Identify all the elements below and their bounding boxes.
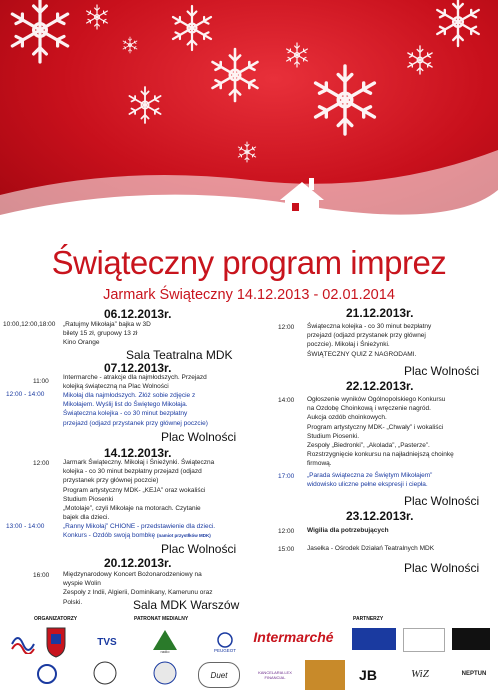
venue-label: Plac Wolności xyxy=(404,494,480,508)
organizer-logo xyxy=(36,662,58,686)
partners-heading: PARTNERZY xyxy=(353,616,384,622)
venue-label: Sala Teatralna MDK xyxy=(126,348,233,362)
event-description: Intermarche - atrakcje dla najmłodszych. Przejazd kolejką świąteczną na Plac Wolności xyxy=(63,374,207,391)
svg-text:radio: radio xyxy=(160,649,170,654)
event-time: 12:00 xyxy=(278,528,295,535)
lex-financial-logo: KANCELARIA LEX FINANCIAL xyxy=(258,670,292,680)
event-time: 12:00 xyxy=(278,324,295,331)
event-time: 10:00,12:00,18:00 xyxy=(3,321,56,328)
event-time: 12:00 xyxy=(33,460,50,467)
lion-icon xyxy=(217,632,233,648)
partner-logo xyxy=(452,628,490,650)
event-time: 11:00 xyxy=(33,378,49,385)
date-heading: 14.12.2013r. xyxy=(104,446,172,460)
venue-label: Sala MDK Warszów xyxy=(133,598,240,612)
city-crest-logo xyxy=(45,626,67,658)
date-heading: 21.12.2013r. xyxy=(346,306,414,320)
page-title: Świąteczny program imprez xyxy=(51,244,447,281)
round-logo-icon xyxy=(152,660,178,686)
tvs-logo: TVS xyxy=(97,636,117,648)
event-description: „Ratujmy Mikołaja” bajka w 3D bilety 15 zł, grupowy 13 zł Kino Orange xyxy=(63,321,151,347)
partner-logo xyxy=(403,628,445,652)
event-time: 14:00 xyxy=(278,397,295,404)
event-description: Międzynarodowy Koncert Bożonarodzeniowy na wyspie Wolin Zespoły z Indii, Algierii, Dominikany, Kamerunu oraz Polski. xyxy=(63,571,213,606)
media-patrons-heading: PATRONAT MEDIALNY xyxy=(134,616,189,622)
date-heading: 20.12.2013r. xyxy=(104,556,172,570)
event-description: „Ranny Mikołaj” CHIONE - przedstawienie dla dzieci. Konkurs - Ozdób swoją bombkę (namiot przystłków MDK) xyxy=(63,523,216,540)
waves-logo-icon xyxy=(10,630,36,654)
date-heading: 23.12.2013r. xyxy=(346,509,414,523)
media-logo xyxy=(150,628,180,654)
crest-icon xyxy=(45,626,67,658)
date-heading: 06.12.2013r. xyxy=(104,307,172,321)
header-banner xyxy=(0,0,498,225)
event-description: Świąteczna kolejka - co 30 minut bezpłatny przejazd (odjazd przystanek przy głównej poczcie). Mikołaj i Śnieżynki. ŚWIĄTECZNY QUIZ Z NAGRODAMI. xyxy=(307,323,432,358)
tree-logo-icon xyxy=(150,628,180,654)
star-logo-icon xyxy=(92,660,118,686)
event-description: Wigilia dla potrzebujących xyxy=(307,527,389,534)
event-time: 15:00 xyxy=(278,546,295,553)
circle-logo-icon xyxy=(36,662,58,686)
snowflakes-illustration xyxy=(0,0,498,225)
event-time: 12:00 - 14:00 xyxy=(6,391,45,398)
date-heading: 07.12.2013r. xyxy=(104,361,172,375)
organizers-heading: ORGANIZATORZY xyxy=(34,616,78,622)
event-description: „Parada świąteczna ze Świętym Mikołajem” widowisko uliczne pełne ekspresji i ciepła. xyxy=(307,472,433,489)
organizer-logo xyxy=(92,660,118,686)
event-description: Jasełka - Ośrodek Działań Teatralnych MDK xyxy=(307,545,435,552)
date-heading: 22.12.2013r. xyxy=(346,379,414,393)
partner-logo xyxy=(352,628,396,650)
event-description: Mikołaj dla najmłodszych. Złóż sobie zdjęcie z Mikołajem. Wyślij list do Świętego Mikołaja. Świąteczna kolejka - co 30 minut bezpłatny przejazd (odjazd przystanek przy głównej poczcie) xyxy=(63,392,208,427)
partner-logo xyxy=(305,660,345,690)
organizer-logo xyxy=(10,630,36,654)
duet-logo: Duet xyxy=(198,662,240,688)
neptun-logo: NEPTUN xyxy=(461,671,487,677)
venue-label: Plac Wolności xyxy=(161,430,237,444)
event-time: 13:00 - 14:00 xyxy=(6,523,45,530)
event-time: 16:00 xyxy=(33,572,50,579)
jb-logo: JB xyxy=(359,667,377,683)
media-logo xyxy=(152,660,178,686)
event-time: 17:00 xyxy=(278,473,295,480)
venue-label: Plac Wolności xyxy=(161,542,237,556)
page-subtitle: Jarmark Świąteczny 14.12.2013 - 02.01.2014 xyxy=(103,287,395,303)
venue-label: Plac Wolności xyxy=(404,364,480,378)
intermarche-logo: Intermarché xyxy=(253,629,334,645)
peugeot-logo: PEUGEOT xyxy=(205,628,245,656)
wiz-logo: WiZ xyxy=(411,668,429,680)
event-description: Ogłoszenie wyników Ogólnopolskiego Konkursu na Ozdobę Choinkową i wręczenie nagród. Aukcja ozdób choinkowych. Program artystyczny MDK- „Chwały” i wokaliści Studium Piosenki. Zespoły „Biedronki”, „Akolada”, „Pasterze”. Rozstrzygnięcie konkursu na najładniejszą choinkę firmową. xyxy=(307,396,454,468)
venue-label: Plac Wolności xyxy=(404,561,480,575)
event-description: Jarmark Świąteczny. Mikołaj i Śnieżynki. Świąteczna kolejka - co 30 minut bezpłatny przejazd (odjazd przystanek przy głównej poczcie) Program artystyczny MDK- „KEJA” oraz wokaliści Studium Piosenki „Motolaje”, czyli Mikołaje na motorach. Czytanie bajek dla dzieci. xyxy=(63,459,215,522)
